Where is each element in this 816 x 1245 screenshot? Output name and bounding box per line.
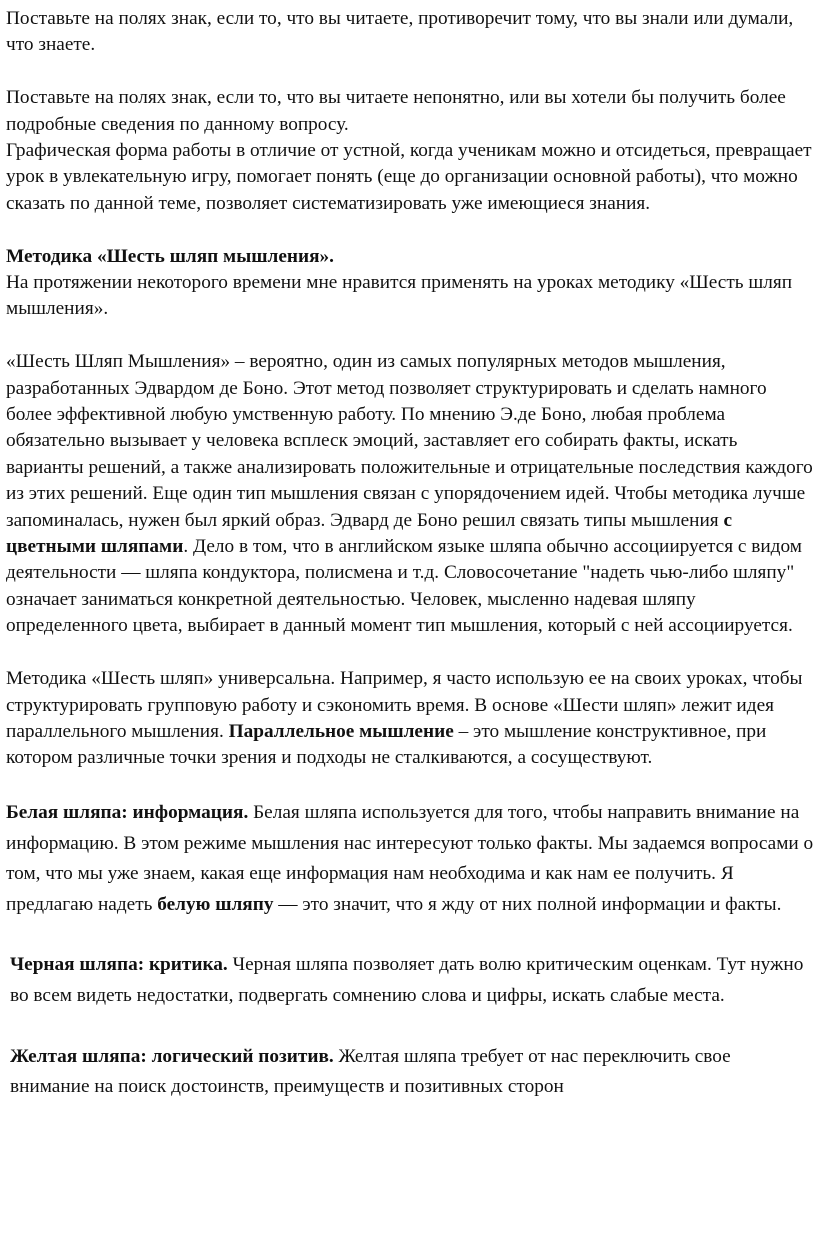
white-hat-text-end: — это значит, что я жду от них полной информации и факты. [273, 893, 782, 915]
spacer [6, 920, 814, 950]
black-hat-text: Черная шляпа позволяет дать волю критическим оценкам. Тут нужно во всем видеть недостатки, подвергать сомнению слова и цифры, искать слабые места. [10, 954, 804, 1007]
white-hat-bold: белую шляпу [157, 893, 274, 915]
yellow-hat-paragraph [6, 1042, 814, 1103]
black-hat-title: Черная шляпа: критика. [10, 954, 228, 976]
white-hat-text-start: Белая шляпа используется для того, чтобы направить внимание на информацию. В этом режиме мышления нас интересуют только факты. Мы задаемся вопросами о том, что мы уже знаем, какая еще информация нам необходима и как нам ее получить. Я предлагаю надеть [6, 802, 814, 915]
spacer [6, 1012, 814, 1042]
spacer [6, 772, 814, 798]
method-paragraph-1: На протяжении некоторого времени мне нравится применять на уроках методику «Шесть шляп мышления». [6, 272, 793, 320]
intro-paragraph-1: Поставьте на полях знак, если то, что вы читаете, противоречит тому, что вы знали или думали, что знаете. [6, 8, 794, 56]
method-heading-text: Методика «Шесть шляп мышления». [6, 245, 335, 267]
intro-paragraph-2: Поставьте на полях знак, если то, что вы читаете непонятно, или вы хотели бы получить более подробные сведения по данному вопросу. [6, 87, 786, 135]
white-hat-paragraph [6, 798, 814, 920]
method-p3-bold: Параллельное мышление [228, 720, 454, 742]
black-hat-paragraph [6, 950, 814, 1011]
white-hat-title: Белая шляпа: информация. [6, 802, 249, 824]
method-p2-end: . Дело в том, что в английском языке шляпа обычно ассоциируется с видом деятельности — шляпа кондуктора, полисмена и т.д. Словосочетание "надеть чью-либо шляпу" означает заниматься конкретной деятельностью. Человек, мысленно надевая шляпу определенного цвета, выбирает в данный момент тип мышления, который с ней ассоциируется. [6, 536, 802, 637]
spacer [6, 323, 814, 349]
method-heading [6, 244, 814, 270]
spacer [6, 640, 814, 666]
intro-paragraph-3: Графическая форма работы в отличие от устной, когда ученикам можно и отсидеться, превращает урок в увлекательную игру, помогает понять (еще до организации основной работы), что можно сказать по данной теме, позволяет систематизировать уже имеющиеся знания. [6, 140, 812, 214]
method-p2-bold: с цветными шляпами [6, 509, 733, 558]
method-p3-end: – это мышление конструктивное, при котором различные точки зрения и подходы не сталкиваются, а сосуществуют. [6, 720, 767, 769]
method-paragraph-2 [6, 349, 814, 639]
yellow-hat-text: Желтая шляпа требует от нас переключить свое внимание на поиск достоинств, преимуществ и позитивных сторон [10, 1045, 731, 1098]
spacer [6, 59, 814, 85]
method-paragraph-3 [6, 666, 814, 772]
yellow-hat-title: Желтая шляпа: логический позитив. [10, 1045, 334, 1067]
spacer [6, 217, 814, 243]
method-p2-start: «Шесть Шляп Мышления» – вероятно, один из самых популярных методов мышления, разработанных Эдвардом де Боно. Этот метод позволяет структурировать и сделать намного более эффективной любую умственную работу. По мнению Э.де Боно, любая проблема обязательно вызывает у человека всплеск эмоций, заставляет его собирать факты, искать варианты решений, а также анализировать положительные и отрицательные последствия каждого из этих решений. Еще один тип мышления связан с упорядочением идей. Чтобы методика лучше запоминалась, нужен был яркий образ. Эдвард де Боно решил связать типы мышления [6, 351, 813, 531]
method-p3-start: Методика «Шесть шляп» универсальна. Например, я часто использую ее на своих уроках, чтобы структурировать групповую работу и сэкономить время. В основе «Шести шляп» лежит идея параллельного мышления. [6, 668, 803, 742]
